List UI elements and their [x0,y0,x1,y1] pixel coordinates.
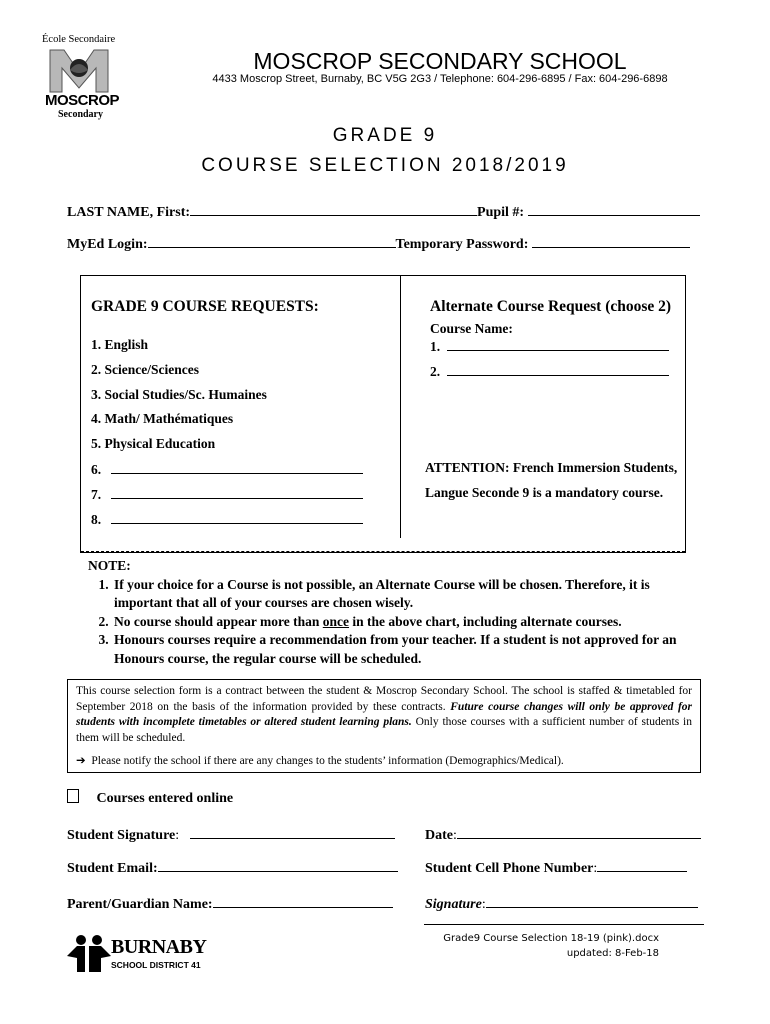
footer-updated: updated: 8-Feb-18 [566,948,659,959]
student-email-field[interactable] [158,858,398,872]
pupil-number-label: Pupil #: [477,205,525,220]
box-divider [400,276,401,538]
alternate-item-2: 2. [430,362,669,380]
request-6-field[interactable] [111,460,363,474]
school-address: 4433 Moscrop Street, Burnaby, BC V5G 2G3 / Telephone: 604-296-6895 / Fax: 604-296-6898 [212,73,668,85]
date-row: Date: [425,825,701,844]
request-item: 1. English [91,337,149,352]
last-name-row [67,202,700,221]
form-title-grade: GRADE 9 [332,125,438,146]
form-title-course-selection: COURSE SELECTION 2018/2019 [201,155,569,176]
alternate-2-field[interactable] [447,362,669,376]
request-item-7: 7. [91,485,363,503]
request-7-field[interactable] [111,485,363,499]
request-item: 2. Science/Sciences [91,362,199,377]
last-name-field[interactable] [190,202,477,216]
burnaby-district-logo [67,932,217,976]
note-item: 2. No course should appear more than once in the above chart, including alternate courses. [112,613,708,632]
cell-phone-field[interactable] [597,858,687,872]
alternate-heading: Alternate Course Request (choose 2) [430,298,672,315]
myed-login-row [67,234,690,253]
course-requests-box [80,275,686,553]
contract-text: This course selection form is a contract between the student & Moscrop Secondary School. The school is staffed & timetabled for September 2018 on the basis of the information provided by these contracts. Future course changes will only be approved for students with incomplete timetables or altered student learning plans. Only those courses with a sufficient number of students in them will be scheduled. [76,685,693,744]
footer-filename: Grade9 Course Selection 18-19 (pink).docx [443,933,659,944]
student-signature-field[interactable] [190,825,395,839]
last-name-label: LAST NAME, First: [67,205,191,220]
school-logo [40,34,126,120]
district-name: BURNABY [111,936,207,958]
courses-online-row [67,789,233,807]
alternate-1-field[interactable] [447,337,669,351]
courses-online-label: Courses entered online [96,791,234,806]
temp-password-field[interactable] [532,234,690,248]
student-signature-row: Student Signature: [67,825,395,844]
logo-top-text: École Secondaire [42,34,116,45]
request-8-field[interactable] [111,510,363,524]
course-name-label: Course Name: [430,321,513,336]
district-figures-icon [67,934,111,974]
pupil-number-field[interactable] [528,202,700,216]
notes-section [88,557,708,668]
contract-box [67,679,701,773]
request-item-6: 6. [91,460,363,478]
notify-line: ➔ Please notify the school if there are any changes to the students’ information (Demographics/Medical). [76,753,564,767]
parent-signature-row: Signature: [425,894,698,913]
footer-rule [424,924,704,925]
alternate-item-1: 1. [430,337,669,355]
parent-signature-field[interactable] [486,894,698,908]
request-item: 4. Math/ Mathématiques [91,411,234,426]
request-item-8: 8. [91,510,363,528]
checkbox-icon[interactable] [67,789,79,803]
request-item: 5. Physical Education [91,436,216,451]
logo-moscrop-text: MOSCROP [45,92,120,109]
requests-heading: GRADE 9 COURSE REQUESTS: [91,298,319,315]
parent-name-row: Parent/Guardian Name: [67,894,393,913]
attention-line-1: ATTENTION: French Immersion Students, [425,460,678,475]
arrow-icon: ➔ [76,753,86,767]
myed-login-field[interactable] [148,234,396,248]
attention-line-2: Langue Seconde 9 is a mandatory course. [425,485,664,500]
parent-name-field[interactable] [213,894,393,908]
temp-password-label: Temporary Password: [395,237,529,252]
box-dashed-edge [81,551,685,552]
request-item: 3. Social Studies/Sc. Humaines [91,387,267,402]
student-email-row: Student Email: [67,858,398,877]
logo-secondary-text: Secondary [58,109,103,120]
note-item: 1. If your choice for a Course is not possible, an Alternate Course will be chosen. Therefore, it is important that all of your courses are chosen wisely. [112,576,708,613]
date-field[interactable] [457,825,701,839]
school-name: MOSCROP SECONDARY SCHOOL [253,48,627,74]
note-item: 3. Honours courses require a recommendation from your teacher. If a student is not approved for an Honours course, the regular course will be scheduled. [112,631,708,668]
district-subtitle: SCHOOL DISTRICT 41 [111,960,201,970]
myed-login-label: MyEd Login: [67,237,148,252]
notes-heading: NOTE: [88,558,131,573]
cell-phone-row: Student Cell Phone Number: [425,858,687,877]
